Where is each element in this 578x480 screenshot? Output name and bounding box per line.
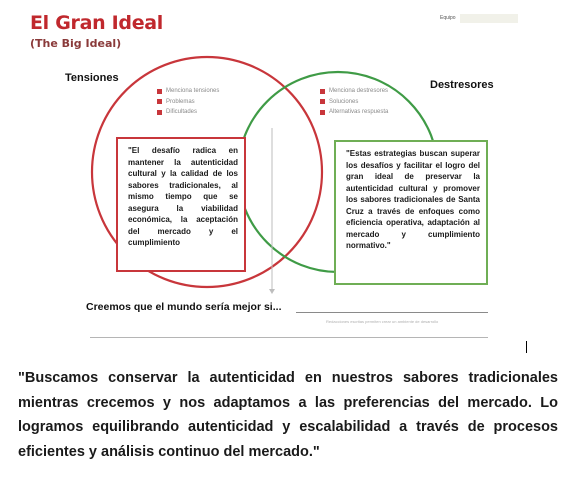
tensions-legend — [157, 86, 219, 118]
text-cursor — [526, 341, 527, 353]
page-subtitle: (The Big Ideal) — [30, 37, 122, 50]
bullet-square-icon — [320, 89, 325, 94]
bullet-square-icon — [320, 110, 325, 115]
bullet-square-icon — [157, 110, 162, 115]
big-ideal-statement[interactable]: "Buscamos conservar la autenticidad en nuestros sabores tradicionales mientras crecemos y nos adaptamos a las preferencias del mercado. Lo logramos equilibrando autenticidad y escalabilidad a través de procesos eficientes y análisis continuo del mercado." — [18, 370, 558, 460]
legend-item: Dificultades — [157, 107, 219, 118]
bullet-square-icon — [157, 89, 162, 94]
page-title: El Gran Ideal — [30, 12, 164, 34]
legend-item: Problemas — [157, 97, 219, 108]
prompt-label: Creemos que el mundo sería mejor si... — [86, 301, 282, 313]
team-label: Equipo — [440, 15, 456, 21]
center-arrow-head — [269, 289, 275, 294]
divider-line — [90, 337, 488, 338]
legend-item: Alternativas respuesta — [320, 107, 388, 118]
destressors-title: Destresores — [430, 79, 494, 91]
legend-item: Menciona tensiones — [157, 86, 219, 97]
legend-item: Soluciones — [320, 97, 388, 108]
bullet-square-icon — [320, 99, 325, 104]
prompt-answer-line[interactable] — [296, 312, 488, 313]
prompt-hint: Redacciones escritas permiten crear un ambiente de desarrollo — [326, 319, 439, 324]
bullet-square-icon — [157, 99, 162, 104]
tensions-title: Tensiones — [65, 72, 119, 84]
legend-item: Menciona destresores — [320, 86, 388, 97]
tensions-textbox[interactable]: "El desafío radica en mantener la autenticidad cultural y la calidad de los sabores tradicionales, al mismo tiempo que se asegura la viabilidad económica, la aceptación del mercado y el cumplimiento — [116, 137, 246, 272]
destressors-legend — [320, 86, 388, 118]
destressors-textbox[interactable]: "Estas estrategias buscan superar los desafíos y facilitar el logro del gran ideal de preservar la autenticidad cultural y promover los sabores tradicionales de Santa Cruz a través de enfoques como eficiencia operativa, adaptación al mercado y cumplimiento normativo." — [334, 140, 488, 285]
